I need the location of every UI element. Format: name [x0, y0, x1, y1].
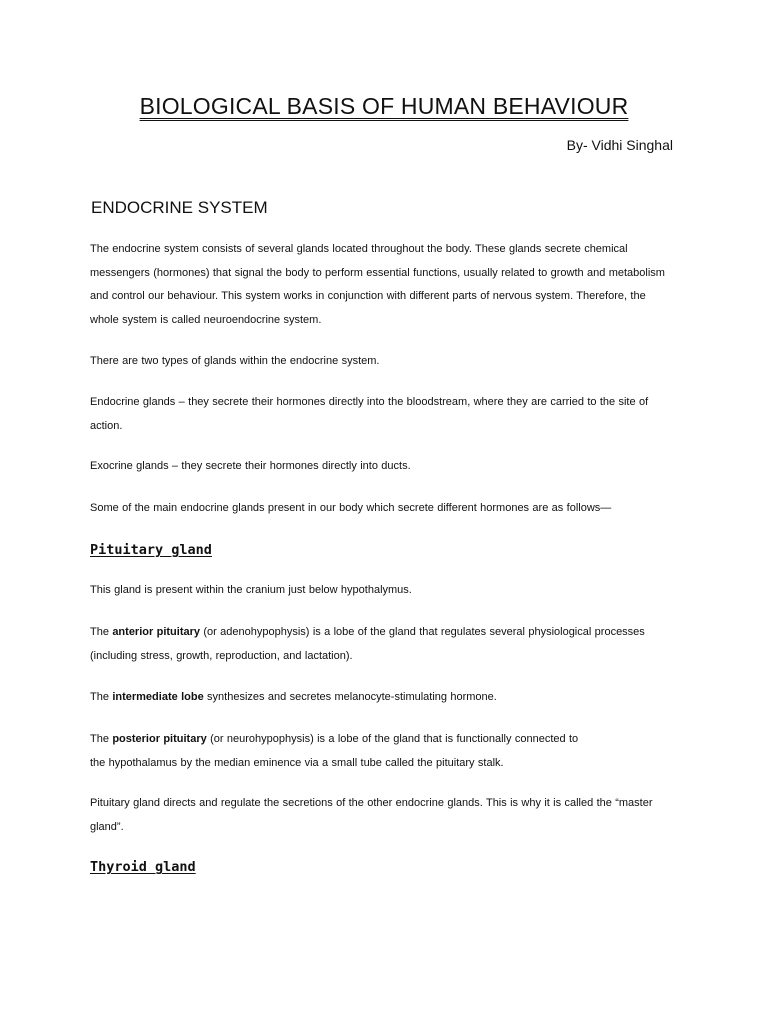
anterior-pituitary-term: anterior pituitary [112, 626, 201, 638]
pituitary-location-paragraph: This gland is present within the cranium just below hypothalymus. [90, 584, 412, 596]
types-paragraph: There are two types of glands within the endocrine system. [90, 355, 380, 367]
endocrine-glands-paragraph [90, 391, 690, 438]
endocrine-line: action. [90, 419, 123, 432]
document-title: BIOLOGICAL BASIS OF HUMAN BEHAVIOUR [139, 93, 629, 119]
intermediate-lobe-paragraph: The intermediate lobe synthesizes and secretes melanocyte-stimulating hormone. [90, 691, 497, 703]
posterior-line-1: The posterior pituitary (or neurohypophysis) is a lobe of the gland that is functionally connected to [90, 733, 579, 745]
intermediate-lobe-term: intermediate lobe [112, 691, 204, 703]
anterior-pituitary-paragraph [90, 621, 690, 668]
pituitary-gland-heading: Pituitary gland [90, 542, 212, 558]
main-glands-intro-paragraph: Some of the main endocrine glands present in our body which secrete different hormones are as follows— [90, 502, 612, 514]
posterior-pituitary-term: posterior pituitary [112, 733, 207, 745]
intro-line: and control our behaviour. This system works in conjunction with different parts of nervous system. Therefore, the [90, 290, 646, 302]
exocrine-glands-paragraph: Exocrine glands – they secrete their hormones directly into ducts. [90, 460, 411, 472]
intro-line: The endocrine system consists of several glands located throughout the body. These glands secrete chemical [90, 243, 628, 255]
master-gland-paragraph [90, 792, 690, 839]
master-line: gland”. [90, 820, 124, 833]
anterior-line-2: (including stress, growth, reproduction, and lactation). [90, 649, 353, 662]
posterior-pituitary-paragraph [90, 728, 690, 775]
author-line: By- Vidhi Singhal [566, 137, 673, 153]
master-line: Pituitary gland directs and regulate the secretions of the other endocrine glands. This is why it is called the “master [90, 797, 653, 809]
section-heading-endocrine-system: ENDOCRINE SYSTEM [91, 198, 268, 217]
posterior-line-2: the hypothalamus by the median eminence via a small tube called the pituitary stalk. [90, 756, 504, 769]
anterior-line-1: The anterior pituitary (or adenohypophysis) is a lobe of the gland that regulates several physiological processes [90, 626, 645, 638]
intro-line: messengers (hormones) that signal the body to perform essential functions, usually related to growth and metabolism [90, 266, 665, 279]
intro-line: whole system is called neuroendocrine system. [90, 313, 322, 326]
endocrine-line: Endocrine glands – they secrete their hormones directly into the bloodstream, where they are carried to the site of [90, 396, 649, 408]
intro-paragraph [90, 238, 690, 332]
thyroid-gland-heading: Thyroid gland [90, 859, 196, 875]
